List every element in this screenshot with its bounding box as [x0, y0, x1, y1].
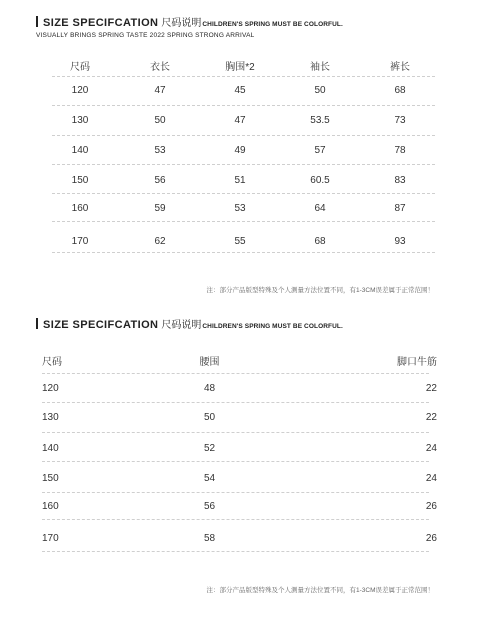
section1-header: [36, 14, 343, 39]
table-cell: 64: [314, 202, 326, 214]
table-cell: 140: [42, 442, 59, 454]
table1-header-cell: 尺码: [70, 61, 90, 73]
table-cell: 58: [203, 532, 216, 544]
table-cell: 51: [234, 174, 246, 186]
table-cell: 26: [425, 532, 437, 544]
table-cell: 83: [394, 174, 406, 186]
table-cell: 170: [42, 532, 59, 544]
table-cell: 68: [394, 84, 406, 96]
table-divider: [42, 373, 429, 374]
table-cell: 22: [425, 382, 437, 394]
table-cell: 56: [154, 174, 166, 186]
table2-header-cell: 腰围: [199, 356, 220, 368]
table-row: [42, 381, 437, 395]
table-row: [42, 499, 437, 513]
table-divider: [52, 164, 435, 165]
table-cell: 140: [71, 144, 89, 156]
table-cell: 50: [314, 84, 326, 96]
table-cell: 50: [154, 114, 166, 126]
table-divider: [42, 492, 429, 493]
table-divider: [52, 221, 435, 222]
table-cell: 160: [42, 500, 59, 512]
section2-note: 注：部分产品版型特殊及个人测量方法位置不同，有1-3CM误差属于正常范围！: [206, 587, 434, 594]
table1-header-cell: 衣长: [150, 61, 170, 73]
table-row: [42, 471, 437, 485]
table-cell: 47: [234, 114, 246, 126]
table-row: [40, 113, 440, 127]
table-row: [42, 531, 437, 545]
table-cell: 150: [42, 472, 59, 484]
table2-header-row: [42, 353, 437, 367]
table-cell: 45: [234, 84, 246, 96]
table1-header-cell: 袖长: [310, 61, 330, 73]
table-cell: 47: [154, 84, 166, 96]
table-cell: 53: [234, 202, 246, 214]
table-cell: 150: [71, 174, 89, 186]
table-cell: 48: [203, 382, 216, 394]
table-cell: 54: [203, 472, 216, 484]
table-row: [40, 201, 440, 215]
section1-note: 注：部分产品版型特殊及个人测量方法位置不同，有1-3CM误差属于正常范围！: [206, 287, 434, 294]
table1-header-cell: 裤长: [390, 61, 410, 73]
table-cell: 59: [154, 202, 166, 214]
section1-subtitle: VISUALLY BRINGS SPRING TASTE 2022 SPRING STRONG ARRIVAL: [36, 32, 255, 39]
table-row: [42, 410, 437, 424]
table2-header-cell: 脚口牛筋: [397, 356, 437, 368]
table-cell: 57: [314, 144, 326, 156]
title-bar-decoration: [36, 16, 38, 27]
table-cell: 49: [234, 144, 246, 156]
table-divider: [52, 135, 435, 136]
section2-title: SIZE SPECIFCATION: [43, 319, 159, 331]
table-row: [42, 441, 437, 455]
table-divider: [42, 432, 429, 433]
table-row: [40, 173, 440, 187]
table-cell: 26: [425, 500, 437, 512]
table-row: [40, 83, 440, 97]
table-divider: [42, 551, 429, 552]
table-cell: 93: [394, 235, 406, 247]
section1-title-cn: 尺码说明: [161, 18, 202, 29]
table-cell: 73: [394, 114, 406, 126]
table-cell: 120: [42, 382, 59, 394]
table-cell: 160: [71, 202, 89, 214]
table1-header-cell: 胸围*2: [225, 61, 255, 73]
table-divider: [52, 76, 435, 77]
table-divider: [42, 461, 429, 462]
table-cell: 22: [425, 411, 437, 423]
table-cell: 53: [154, 144, 166, 156]
table-divider: [42, 519, 429, 520]
table-row: [40, 143, 440, 157]
section1-title: SIZE SPECIFCATION: [43, 17, 159, 29]
table2-header-cell: 尺码: [42, 356, 62, 368]
table-row: [40, 234, 440, 248]
table-divider: [52, 105, 435, 106]
table-cell: 130: [71, 114, 89, 126]
table-cell: 60.5: [310, 174, 330, 186]
table-divider: [52, 193, 435, 194]
table-cell: 170: [71, 235, 89, 247]
table-cell: 120: [71, 84, 89, 96]
table1-header-row: [40, 58, 440, 72]
table-cell: 50: [203, 411, 216, 423]
table-cell: 55: [234, 235, 246, 247]
table-divider: [42, 402, 429, 403]
table-cell: 130: [42, 411, 59, 423]
section2-tagline: CHILDREN'S SPRING MUST BE COLORFUL.: [202, 323, 343, 330]
section1-tagline: CHILDREN'S SPRING MUST BE COLORFUL.: [202, 21, 343, 28]
title-bar-decoration: [36, 318, 38, 329]
table-cell: 87: [394, 202, 406, 214]
table-cell: 78: [394, 144, 406, 156]
table-divider: [52, 252, 435, 253]
table-cell: 52: [203, 442, 216, 454]
table-cell: 62: [154, 235, 166, 247]
table-cell: 68: [314, 235, 326, 247]
table-cell: 53.5: [310, 114, 330, 126]
section2-header: [36, 316, 343, 331]
table-cell: 56: [203, 500, 216, 512]
table-cell: 24: [425, 442, 437, 454]
section2-title-cn: 尺码说明: [161, 320, 202, 331]
table-cell: 24: [425, 472, 437, 484]
